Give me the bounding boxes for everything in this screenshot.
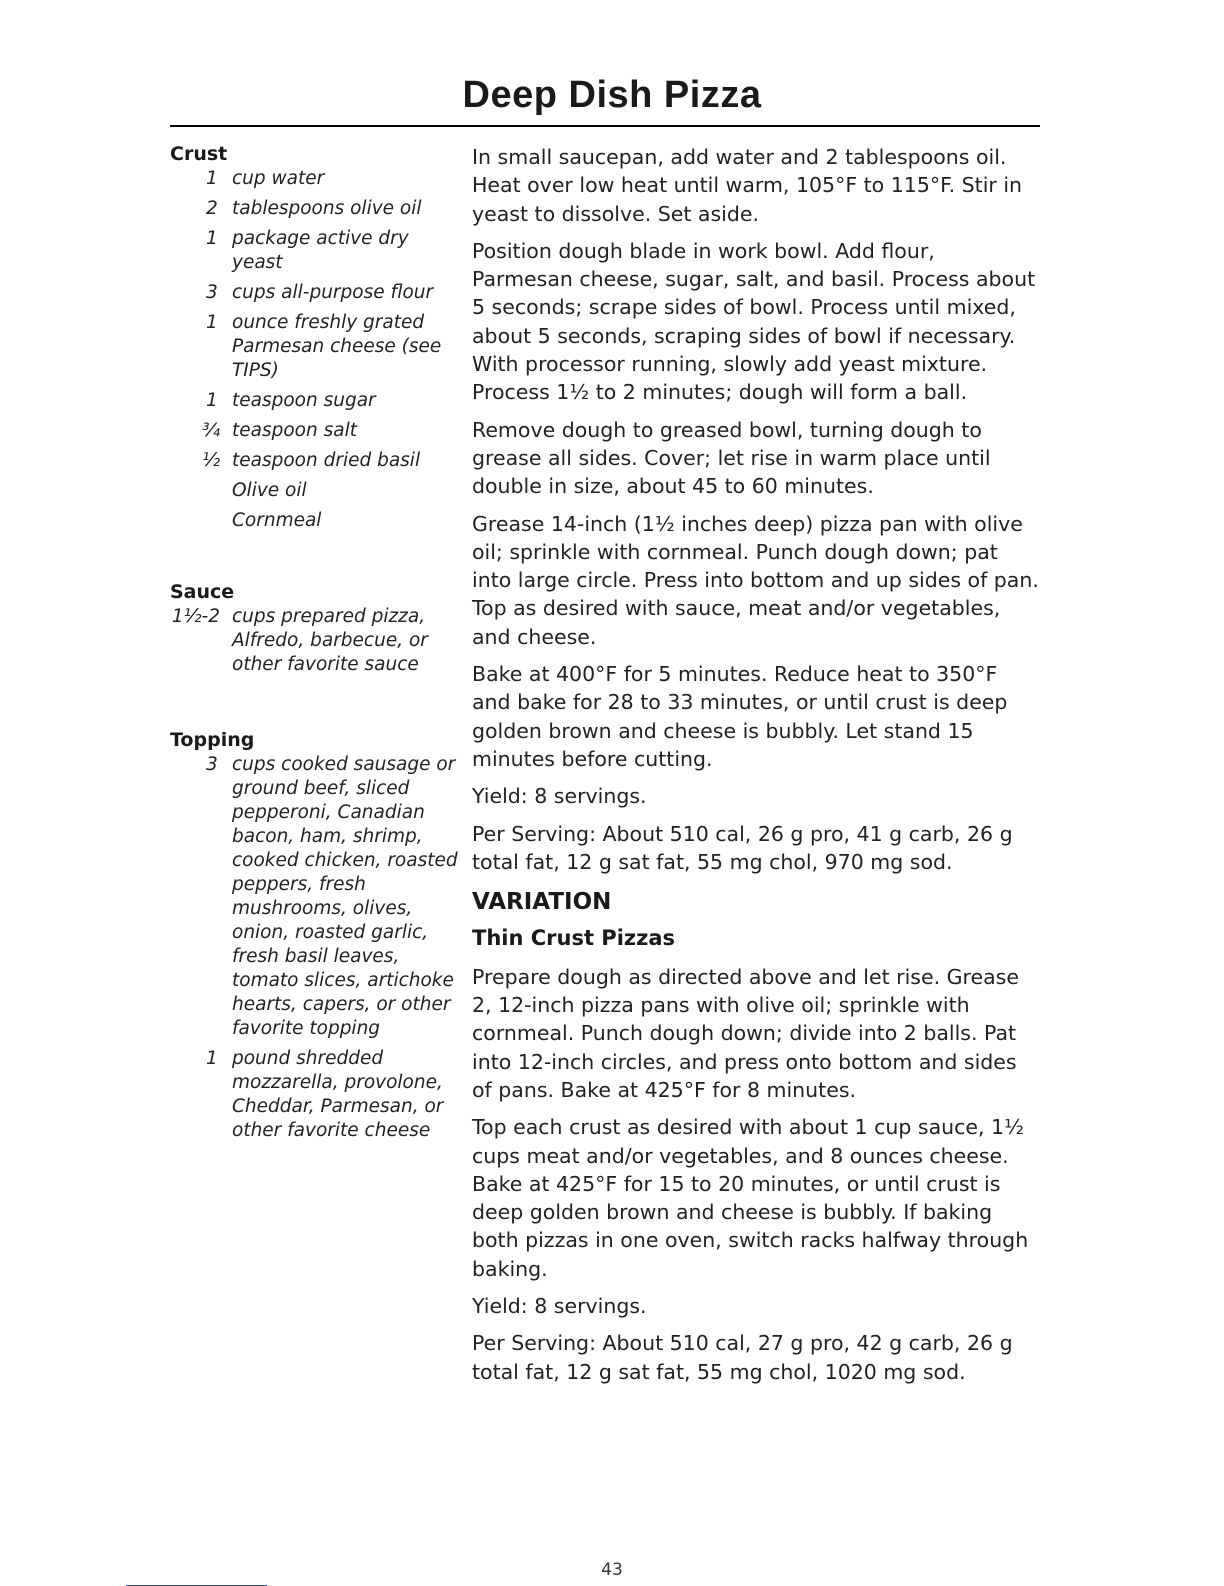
ingredient-item [170,753,460,1041]
ingredient-item [170,1047,460,1143]
direction-paragraph: Remove dough to greased bowl, turning dough to grease all sides. Cover; let rise in warm place until double in size, about 45 to 60 minutes. [472,417,991,499]
crust-section [170,143,460,533]
ingredient-description: ounce freshly grated Parmesan cheese (see TIPS) [232,312,442,381]
ingredient-description: pound shredded mozzarella, provolone, Cheddar, Parmesan, or other favorite cheese [232,1048,444,1141]
ingredient-quantity: 2 [206,198,218,219]
ingredient-item [170,479,460,503]
ingredient-item [170,281,460,305]
variation-heading: VARIATION [472,889,612,916]
ingredient-description: package active dry yeast [232,228,409,273]
direction-paragraph: Per Serving: About 510 cal, 27 g pro, 42 g carb, 26 g total fat, 12 g sat fat, 55 mg chol, 1020 mg sod. [472,1331,1013,1384]
directions-steps [472,143,1042,876]
ingredient-quantity: ½ [202,450,220,471]
ingredient-item [170,389,460,413]
ingredient-item [170,197,460,221]
ingredient-item [170,509,460,533]
ingredient-quantity: 1 [206,168,218,189]
ingredient-description: cups cooked sausage or ground beef, sliced pepperoni, Canadian bacon, ham, shrimp, cooked chicken, roasted peppers, fresh mushrooms, olives, onion, roasted garlic, fresh basil leaves, tomato slices, artichoke hearts, capers, or other favorite topping [232,754,458,1039]
variation-title: Thin Crust Pizzas [472,926,676,951]
ingredient-description: teaspoon sugar [232,390,376,411]
sauce-ingredient-list [170,605,460,677]
ingredients-column [170,143,460,1193]
direction-paragraph: Position dough blade in work bowl. Add flour, Parmesan cheese, sugar, salt, and basil. Process about 5 seconds; scrape sides of bowl. Process until mixed, about 5 seconds, scraping sides of bowl if necessary. With processor running, slowly add yeast mixture. Process 1½ to 2 minutes; dough will form a ball. [472,238,1036,405]
direction-paragraph: Yield: 8 servings. [472,1293,647,1318]
ingredient-description: Olive oil [232,480,307,501]
ingredient-item [170,449,460,473]
ingredient-quantity: 1 [206,1048,218,1069]
crust-heading: Crust [170,143,228,165]
ingredient-item [170,167,460,191]
ingredient-item [170,227,460,275]
topping-section [170,729,460,1143]
title-rule [170,125,1040,127]
ingredient-description: cups all-purpose flour [232,282,434,303]
ingredient-quantity: 1½-2 [171,606,220,627]
topping-ingredient-list [170,753,460,1143]
ingredient-description: tablespoons olive oil [232,198,422,219]
direction-paragraph: Grease 14-inch (1½ inches deep) pizza pan with olive oil; sprinkle with cornmeal. Punch dough down; pat into large circle. Press into bottom and up sides of pan. Top as desired with sauce, meat and/or vegetables, and cheese. [472,511,1039,649]
crust-ingredient-list [170,167,460,533]
ingredient-description: teaspoon dried basil [232,450,421,471]
ingredient-description: Cornmeal [232,510,322,531]
sauce-section [170,581,460,677]
ingredient-quantity: 1 [206,390,218,411]
directions-column [472,143,1042,1395]
ingredient-description: cups prepared pizza, Alfredo, barbecue, or other favorite sauce [232,606,428,675]
direction-paragraph: Top each crust as desired with about 1 cup sauce, 1½ cups meat and/or vegetables, and 8 ounces cheese. Bake at 425°F for 15 to 20 minutes, or until crust is deep golden brown and cheese is bubbly. If baking both pizzas in one oven, switch racks halfway through baking. [472,1115,1029,1281]
ingredient-description: cup water [232,168,325,189]
direction-paragraph: In small saucepan, add water and 2 tablespoons oil. Heat over low heat until warm, 105°F to 115°F. Stir in yeast to dissolve. Set aside. [472,145,1023,226]
variation-steps [472,963,1042,1386]
ingredient-quantity: 1 [206,228,218,249]
ingredient-quantity: 3 [206,754,218,775]
ingredient-quantity: 3 [206,282,218,303]
ingredient-item [170,605,460,677]
ingredient-item [170,419,460,443]
direction-paragraph: Bake at 400°F for 5 minutes. Reduce heat to 350°F and bake for 28 to 33 minutes, or until crust is deep golden brown and cheese is bubbly. Let stand 15 minutes before cutting. [472,662,1008,771]
topping-heading: Topping [170,729,255,751]
page-number: 43 [601,1560,623,1580]
ingredient-quantity: 1 [206,312,218,333]
direction-paragraph: Per Serving: About 510 cal, 26 g pro, 41 g carb, 26 g total fat, 12 g sat fat, 55 mg chol, 970 mg sod. [472,821,1013,874]
ingredient-description: teaspoon salt [232,420,357,441]
direction-paragraph: Prepare dough as directed above and let rise. Grease 2, 12-inch pizza pans with olive oil; sprinkle with cornmeal. Punch dough down; divide into 2 balls. Pat into 12-inch circles, and press onto bottom and sides of pans. Bake at 425°F for 8 minutes. [472,964,1019,1102]
page-title: Deep Dish Pizza [462,74,762,116]
direction-paragraph: Yield: 8 servings. [472,784,647,809]
ingredient-quantity: ¾ [202,420,220,441]
ingredient-item [170,311,460,383]
sauce-heading: Sauce [170,581,235,603]
